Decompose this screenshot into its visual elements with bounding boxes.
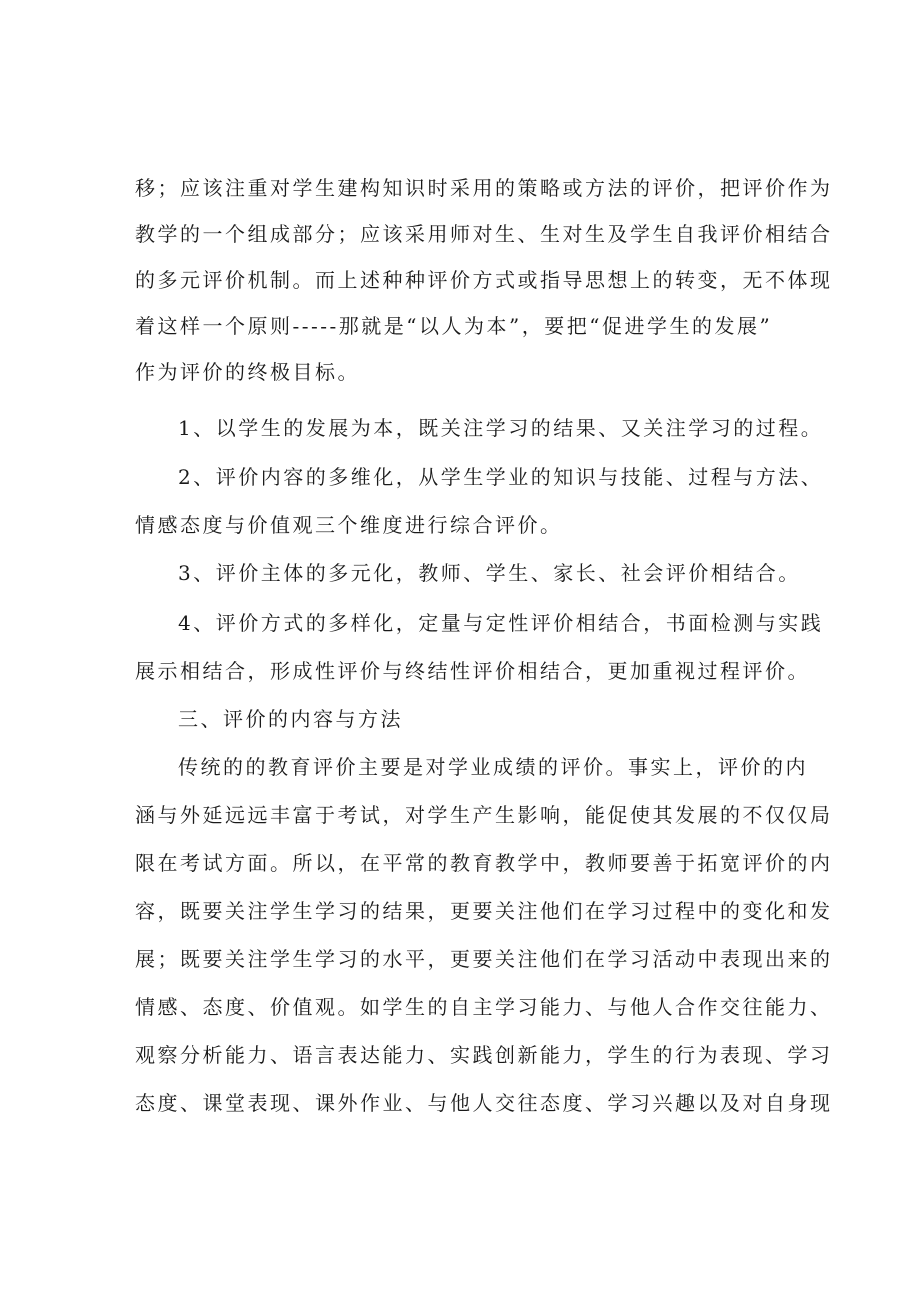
text-line: 情感、态度、价值观。如学生的自主学习能力、与他人合作交往能力、 [135, 995, 833, 1019]
list-item-3: 3、评价主体的多元化，教师、学生、家长、社会评价相结合。 [178, 561, 801, 585]
text-line: 观察分析能力、语言表达能力、实践创新能力，学生的行为表现、学习 [135, 1043, 833, 1067]
text-line: 教学的一个组成部分；应该采用师对生、生对生及学生自我评价相结合 [135, 222, 833, 246]
list-item-1: 1、以学生的发展为本，既关注学习的结果、又关注学习的过程。 [178, 416, 824, 440]
list-item-2: 2、评价内容的多维化，从学生学业的知识与技能、过程与方法、 [178, 465, 824, 489]
text-line: 的多元评价机制。而上述种种评价方式或指导思想上的转变，无不体现 [135, 268, 833, 292]
text-line: 着这样一个原则-----那就是“以人为本”，要把“促进学生的发展” [135, 314, 773, 338]
text-line: 涵与外延远远丰富于考试，对学生产生影响，能促使其发展的不仅仅局 [135, 803, 833, 827]
text-line: 展；既要关注学生学习的水平，更要关注他们在学习活动中表现出来的 [135, 947, 833, 971]
list-item-4: 4、评价方式的多样化，定量与定性评价相结合，书面检测与实践 [178, 611, 824, 635]
text-line: 移；应该注重对学生建构知识时采用的策略或方法的评价，把评价作为 [135, 176, 833, 200]
text-line: 传统的的教育评价主要是对学业成绩的评价。事实上，评价的内 [178, 755, 808, 779]
text-line: 态度、课堂表现、课外作业、与他人交往态度、学习兴趣以及对自身现 [135, 1091, 833, 1115]
text-line: 容，既要关注学生学习的结果，更要关注他们在学习过程中的变化和发 [135, 899, 833, 923]
text-line: 作为评价的终极目标。 [135, 360, 360, 384]
text-line: 限在考试方面。所以，在平常的教育教学中，教师要善于拓宽评价的内 [135, 851, 833, 875]
section-heading: 三、评价的内容与方法 [178, 707, 403, 731]
text-line: 情感态度与价值观三个维度进行综合评价。 [135, 513, 563, 537]
text-line: 展示相结合，形成性评价与终结性评价相结合，更加重视过程评价。 [135, 659, 810, 683]
